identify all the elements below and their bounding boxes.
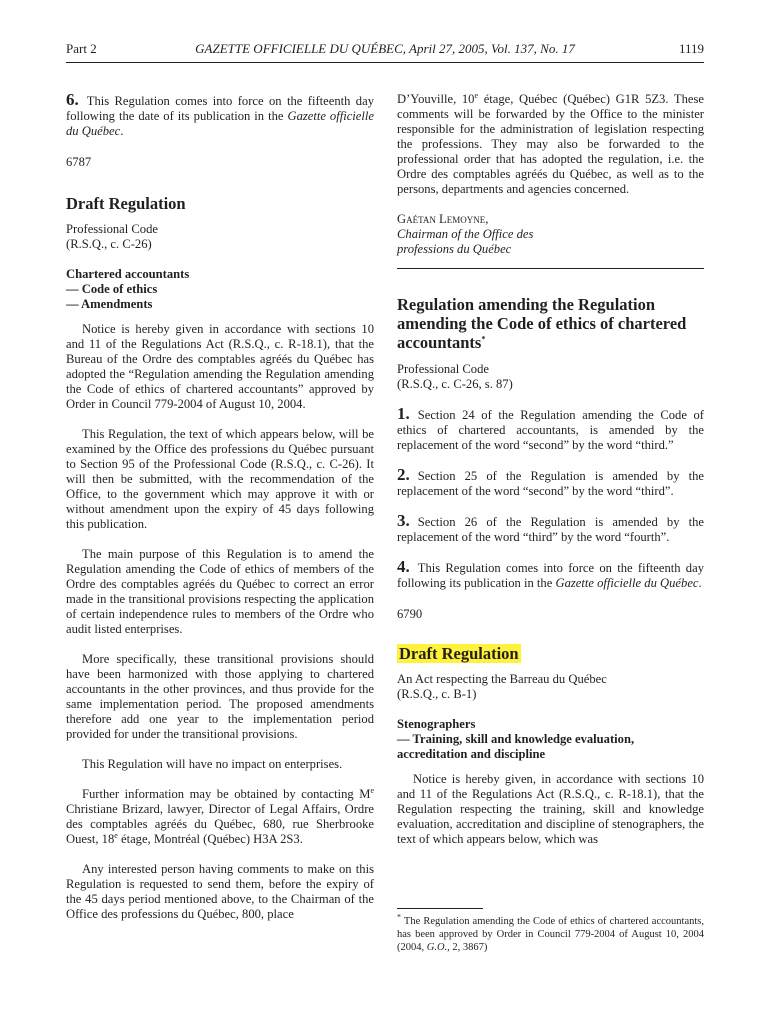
code-line-2: (R.S.Q., c. C-26) xyxy=(66,237,152,251)
transitional-paragraph: More specifically, these transitional provisions should have been harmonized with those applying to chartered accountants in the other provinces, and thus provide for the same implementation period. The proposed amendments therefore add one year to the implementation period provided for under the transitional provisions. xyxy=(66,652,374,741)
regulation-title: Regulation amending the Regulation amending the Code of ethics of chartered accountants* xyxy=(397,295,687,352)
comments-paragraph: Any interested person having comments to make on this Regulation is requested to send them, before the expiry of the 45 days period mentioned above, to the Chairman of the Office des professions du Québec, 800, place xyxy=(66,862,374,921)
header-page-number: 1119 xyxy=(678,41,704,56)
running-header xyxy=(66,40,704,58)
header-title: GAZETTE OFFICIELLE DU QUÉBEC, April 27, 2005, Vol. 137, No. 17 xyxy=(195,41,575,56)
section-3: 3. Section 26 of the Regulation is amended by the replacement of the word “third” by the word “fourth”. xyxy=(397,511,704,544)
contact-paragraph: Further information may be obtained by contacting Me Christiane Brizard, lawyer, Director of Legal Affairs, Ordre des comptables agréés du Québec, 680, rue Sherbrooke Ouest, 18e étage, Montréal (Québec) H3A 2S3. xyxy=(66,785,374,846)
section-4-number: 4. xyxy=(397,557,410,576)
draft-regulation-heading: Draft Regulation xyxy=(66,194,186,213)
section-2: 2. Section 25 of the Regulation is amended by the replacement of the word “second” by the word “third”. xyxy=(397,465,704,498)
act-line-1: An Act respecting the Barreau du Québec xyxy=(397,672,607,686)
impact-paragraph: This Regulation will have no impact on enterprises. xyxy=(82,757,343,771)
highlighted-heading: Draft Regulation xyxy=(399,644,519,663)
signature-rule xyxy=(397,268,704,269)
regulation-code-2: (R.S.Q., c. C-26, s. 87) xyxy=(397,377,513,391)
reference-number-6790: 6790 xyxy=(397,607,423,621)
subject-line-3: — Amendments xyxy=(66,297,153,311)
code-line-1: Professional Code xyxy=(66,222,158,236)
footnote-text: * The Regulation amending the Code of ethics of chartered accountants, has been approved by Order in Council 779-2004 of August 10, 2004 (2004, G.O., 2, 3867) xyxy=(397,912,704,953)
signatory-title-2: professions du Québec xyxy=(397,242,512,256)
footnote-rule xyxy=(397,908,483,909)
section-6-number: 6. xyxy=(66,90,79,109)
regulation-code-1: Professional Code xyxy=(397,362,489,376)
subject-line-2: — Code of ethics xyxy=(66,282,158,296)
subject-line-1: Chartered accountants xyxy=(66,267,190,281)
footnote-marker: * xyxy=(397,912,401,922)
section-4: 4. This Regulation comes into force on the fifteenth day following its publication in the Gazette officielle du Québec. xyxy=(397,557,704,590)
header-part: Part 2 xyxy=(66,41,97,56)
section-1: 1. Section 24 of the Regulation amending the Code of ethics of chartered accountants, is amended by the replacement of the word “second” by the word “third.” xyxy=(397,404,704,452)
signatory-title-1: Chairman of the Office des xyxy=(397,227,534,241)
header-rule xyxy=(66,62,704,63)
section-3-number: 3. xyxy=(397,511,410,530)
act-line-2: (R.S.Q., c. B-1) xyxy=(397,687,477,701)
right-column xyxy=(397,92,704,847)
section-2-number: 2. xyxy=(397,465,410,484)
stenographers-heading: Stenographers xyxy=(397,717,476,731)
draft-regulation-heading-2 xyxy=(397,644,704,664)
footnote xyxy=(397,908,704,954)
purpose-paragraph: The main purpose of this Regulation is to amend the Regulation amending the Code of ethics of members of the Ordre des comptables agréés du Québec to correct an error made in the transitional provisions respecting the application of certain independence rules to members of the Ordre who audit listed enterprises. xyxy=(66,547,374,636)
section-1-number: 1. xyxy=(397,404,410,423)
left-column xyxy=(66,92,374,922)
examination-paragraph: This Regulation, the text of which appears below, will be examined by the Office des professions du Québec pursuant to Section 95 of the Professional Code (R.S.Q., c. C-26). It will then be submitted, with the recommendation of the Office, to the government which may approve it with or without amendment upon the expiry of 45 days following this publication. xyxy=(66,427,374,531)
stenographers-notice: Notice is hereby given, in accordance with sections 10 and 11 of the Regulations Act (R.S.Q., c. R-18.1), that the Regulation respecting the training, skill and knowledge evaluation, accreditation and discipline of stenographers, the text of which appears below, which was xyxy=(397,772,704,846)
stenographers-subheading: — Training, skill and knowledge evaluation, accreditation and discipline xyxy=(397,732,635,761)
notice-paragraph: Notice is hereby given in accordance with sections 10 and 11 of the Regulations Act (R.S.Q., c. R-18.1), that the Bureau of the Ordre des comptables agréés du Québec has adopted the “Regulation amending the Regulation amending the Code of ethics of chartered accountants” approved by Order in Council 779-2004 of August 10, 2004. xyxy=(66,322,374,411)
reference-number-6787: 6787 xyxy=(66,155,92,169)
signatory-name: Gaétan Lemoyne, xyxy=(397,212,489,226)
comments-continuation: D’Youville, 10e étage, Québec (Québec) G1R 5Z3. These comments will be forwarded by the Office to the minister responsible for the administration of legislation respecting the professions. They may also be forwarded to the professional order that has adopted the regulation, i.e. the Ordre des comptables agréés du Québec, as well as to the persons, departments and agencies concerned. xyxy=(397,90,704,196)
footnote-reference: * xyxy=(481,334,486,344)
section-6: 6. This Regulation comes into force on the fifteenth day following the date of its publication in the Gazette officielle du Québec. xyxy=(66,90,374,138)
